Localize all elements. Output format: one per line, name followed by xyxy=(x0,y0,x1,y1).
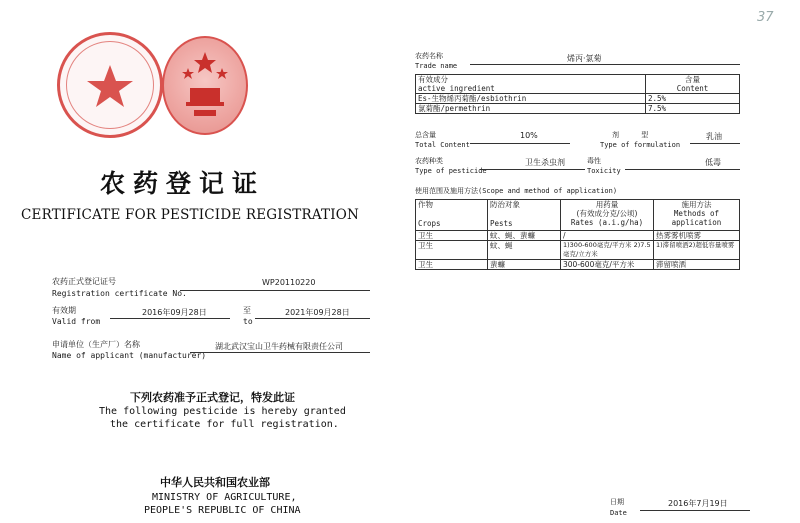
table-row xyxy=(416,260,740,270)
applicant-label-cn: 申请单位（生产厂）名称 xyxy=(52,340,140,349)
pest-cell: 蜚蠊 xyxy=(488,260,561,270)
reg-no-label-cn: 农药正式登记证号 xyxy=(52,277,116,286)
table-row xyxy=(416,104,740,114)
column-header-en-sub: application xyxy=(671,218,722,227)
type-label-en: Type of pesticide xyxy=(415,167,487,175)
rate-cell: 1)300-600毫克/平方米 2)7.5毫克/立方米 xyxy=(561,241,654,260)
type-value: 卫生杀虫剂 xyxy=(525,158,565,167)
table-row xyxy=(416,241,740,260)
column-header-cn: 防治对象 xyxy=(490,200,520,209)
reg-no-label-en: Registration certificate No. xyxy=(52,289,187,298)
column-header-en: Rates (a.i.g/ha) xyxy=(570,218,644,227)
valid-from-underline xyxy=(110,318,230,319)
ministry-name-en-2: PEOPLE'S REPUBLIC OF CHINA xyxy=(144,505,301,516)
formulation-value: 乳油 xyxy=(706,132,722,141)
emblem-icon xyxy=(164,38,246,133)
total-value: 10% xyxy=(520,131,538,140)
pest-cell: 蚊、蝇、蜚蠊 xyxy=(488,231,561,241)
application-header xyxy=(415,187,617,196)
toxicity-label-cn: 毒性 xyxy=(587,157,601,165)
reg-no-value: WP20110220 xyxy=(262,278,316,287)
column-header-cn: 作物 xyxy=(418,200,433,209)
application-header-en: (Scope and method of application) xyxy=(478,187,618,195)
table-row xyxy=(416,231,740,241)
pest-cell: 蚊、蝇 xyxy=(488,241,561,260)
column-header-cn: 用药量 xyxy=(595,200,619,209)
rate-cell: 300-600毫克/平方米 xyxy=(561,260,654,270)
application-table xyxy=(415,199,740,270)
valid-to-value: 2021年09月28日 xyxy=(285,308,350,317)
applicant-underline xyxy=(190,352,370,353)
granted-statement-en-1: The following pesticide is hereby granted xyxy=(99,406,346,417)
content-header-cn: 含量 xyxy=(685,75,700,84)
trade-name-label-en: Trade name xyxy=(415,62,458,70)
ingredients-header-cn: 有效成分 xyxy=(418,75,448,84)
date-label-cn: 日期 xyxy=(610,498,624,506)
ministry-name-en-1: MINISTRY OF AGRICULTURE, xyxy=(152,492,297,503)
column-header-en: Methods of xyxy=(673,209,720,218)
toxicity-underline xyxy=(625,169,740,170)
crop-cell: 卫生 xyxy=(416,231,488,241)
formulation-label-cn: 剂 型 xyxy=(612,131,659,139)
toxicity-label-en: Toxicity xyxy=(587,167,621,175)
formulation-underline xyxy=(690,143,740,144)
certificate-title-en: CERTIFICATE FOR PESTICIDE REGISTRATION xyxy=(21,207,360,223)
crop-cell: 卫生 xyxy=(416,241,488,260)
method-cell: 热雾雾机喷雾 xyxy=(654,231,740,241)
date-underline xyxy=(640,510,750,511)
ministry-seal-stamp xyxy=(57,32,163,138)
star-icon xyxy=(60,35,160,135)
application-header-row xyxy=(416,200,740,231)
rate-cell: / xyxy=(561,231,654,241)
trade-name-underline xyxy=(470,64,740,65)
ingredients-header-en: active ingredient xyxy=(418,84,495,93)
ingredient-name: 氯菊酯/permethrin xyxy=(416,104,646,114)
application-header-cn: 使用范围及施用方法 xyxy=(415,187,478,195)
trade-name-value: 烯丙·氯菊 xyxy=(567,54,602,63)
method-cell: 滞留喷洒 xyxy=(654,260,740,270)
national-emblem xyxy=(162,36,248,135)
date-value: 2016年7月19日 xyxy=(668,499,728,508)
granted-statement-en-2: the certificate for full registration. xyxy=(110,419,339,430)
valid-to-underline xyxy=(255,318,370,319)
valid-to-label-cn: 至 xyxy=(243,306,251,315)
granted-statement-cn: 下列农药准予正式登记，特发此证 xyxy=(130,391,295,404)
formulation-label-en: Type of formulation xyxy=(600,141,681,149)
column-header-en: Pests xyxy=(490,219,513,228)
toxicity-value: 低毒 xyxy=(705,158,721,167)
ingredients-header-row xyxy=(416,75,740,94)
type-label-cn: 农药种类 xyxy=(415,157,443,165)
content-header-en: Content xyxy=(676,84,709,93)
type-underline xyxy=(480,169,585,170)
valid-label-cn: 有效期 xyxy=(52,306,76,315)
total-label-en: Total Content xyxy=(415,141,470,149)
ministry-name-cn: 中华人民共和国农业部 xyxy=(160,476,270,489)
certificate-title-cn: 农药登记证 xyxy=(100,169,266,198)
ingredient-content: 7.5% xyxy=(646,104,740,114)
valid-from-value: 2016年09月28日 xyxy=(142,308,207,317)
applicant-label-en: Name of applicant (manufacturer) xyxy=(52,351,207,360)
page-number-mark: 37 xyxy=(757,10,774,25)
valid-label-en: Valid from xyxy=(52,317,101,326)
column-header-cn-sub: (有效成分克/公顷) xyxy=(576,209,638,218)
method-cell: 1)滞留喷洒2)超低容量喷雾 xyxy=(654,241,740,260)
table-row xyxy=(416,94,740,104)
date-label-en: Date xyxy=(610,509,627,517)
total-label-cn: 总含量 xyxy=(415,131,436,139)
ingredients-table xyxy=(415,74,740,114)
total-underline xyxy=(470,143,570,144)
ingredient-content: 2.5% xyxy=(646,94,740,104)
ingredient-name: Es-生物烯丙菊酯/esbiothrin xyxy=(416,94,646,104)
column-header-cn: 施用方法 xyxy=(681,200,712,209)
valid-to-label-en: to xyxy=(243,317,253,326)
crop-cell: 卫生 xyxy=(416,260,488,270)
reg-no-underline xyxy=(180,290,370,291)
trade-name-label-cn: 农药名称 xyxy=(415,52,443,60)
column-header-en: Crops xyxy=(418,219,441,228)
applicant-value: 湖北武汉宝山卫牛药械有限责任公司 xyxy=(215,342,343,351)
